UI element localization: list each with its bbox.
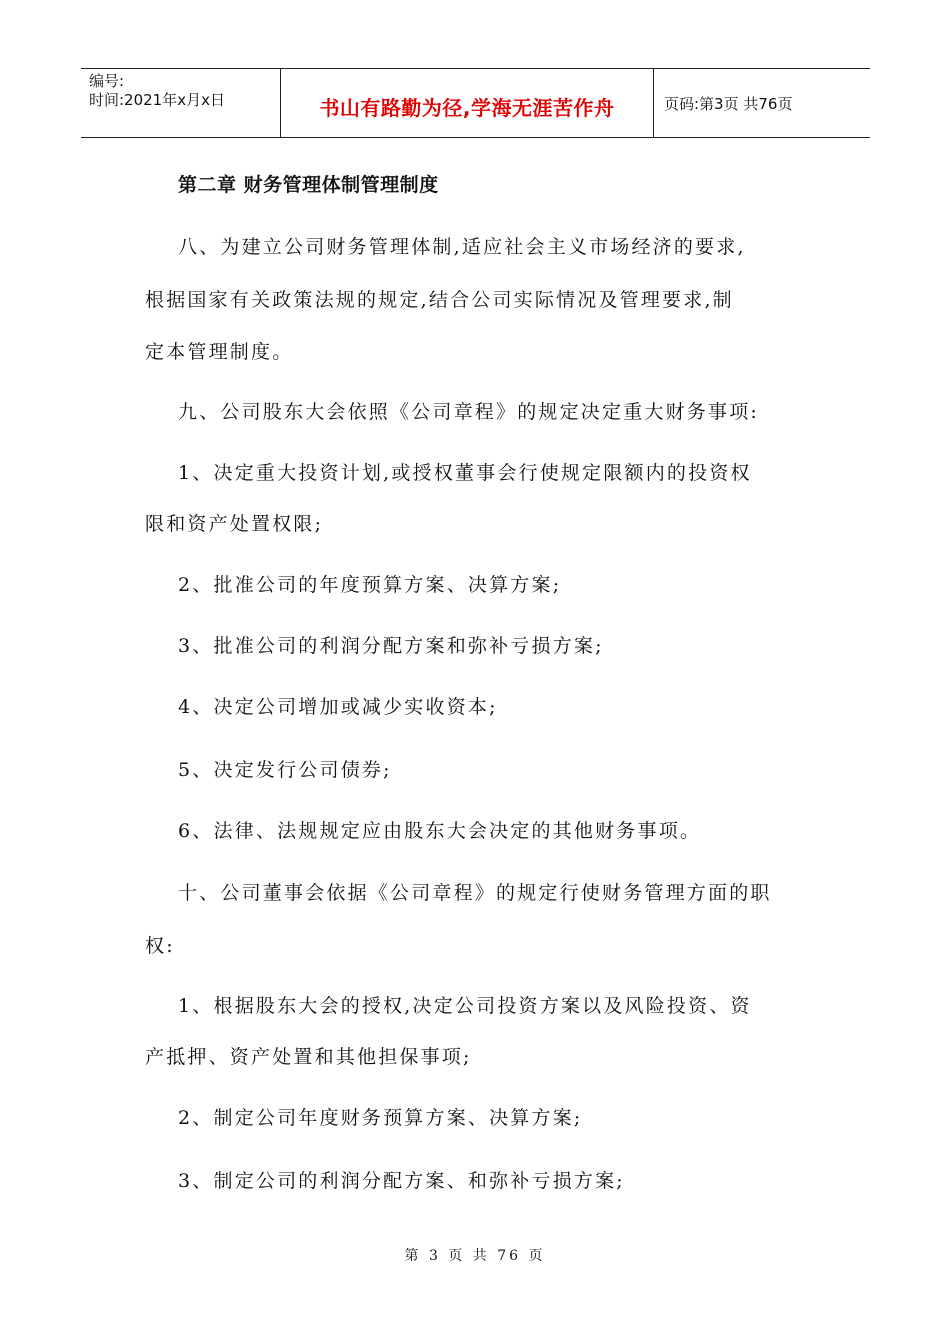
- body-line: 1、根据股东大会的授权,决定公司投资方案以及风险投资、资: [178, 995, 752, 1017]
- body-line: 6、法律、法规规定应由股东大会决定的其他财务事项。: [178, 820, 702, 842]
- body-line: 产抵押、资产处置和其他担保事项;: [145, 1046, 472, 1068]
- body-line: 2、批准公司的年度预算方案、决算方案;: [178, 574, 562, 596]
- header-motto-cell: [281, 69, 654, 137]
- header-table: [81, 68, 870, 138]
- body-line: 4、决定公司增加或减少实收资本;: [178, 696, 498, 718]
- page-footer: 第 3 页 共 76 页: [404, 1248, 546, 1264]
- body-line: 定本管理制度。: [145, 341, 294, 363]
- body-line: 3、批准公司的利润分配方案和弥补亏损方案;: [178, 635, 604, 657]
- header-page-info: 页码:第3页 共76页: [664, 94, 793, 113]
- header-motto: 书山有路勤为径,学海无涯苦作舟: [319, 95, 615, 120]
- body-line: 2、制定公司年度财务预算方案、决算方案;: [178, 1107, 583, 1129]
- chapter-title: 第二章 财务管理体制管理制度: [178, 174, 439, 196]
- body-line: 十、公司董事会依据《公司章程》的规定行使财务管理方面的职: [178, 882, 772, 904]
- body-line: 限和资产处置权限;: [145, 513, 324, 535]
- body-line: 5、决定发行公司债券;: [178, 759, 392, 781]
- body-line: 3、制定公司的利润分配方案、和弥补亏损方案;: [178, 1170, 625, 1192]
- body-line: 权:: [145, 935, 175, 957]
- body-line: 1、决定重大投资计划,或授权董事会行使规定限额内的投资权: [178, 462, 752, 484]
- body-line: 八、为建立公司财务管理体制,适应社会主义市场经济的要求,: [178, 236, 746, 258]
- code-label: 编号:: [89, 72, 125, 90]
- body-line: 根据国家有关政策法规的规定,结合公司实际情况及管理要求,制: [145, 289, 734, 311]
- header-page-info-cell: [654, 69, 870, 137]
- time-label: 时间:2021年x月x日: [89, 91, 225, 109]
- header-meta: [81, 69, 281, 137]
- body-line: 九、公司股东大会依照《公司章程》的规定决定重大财务事项:: [178, 401, 760, 423]
